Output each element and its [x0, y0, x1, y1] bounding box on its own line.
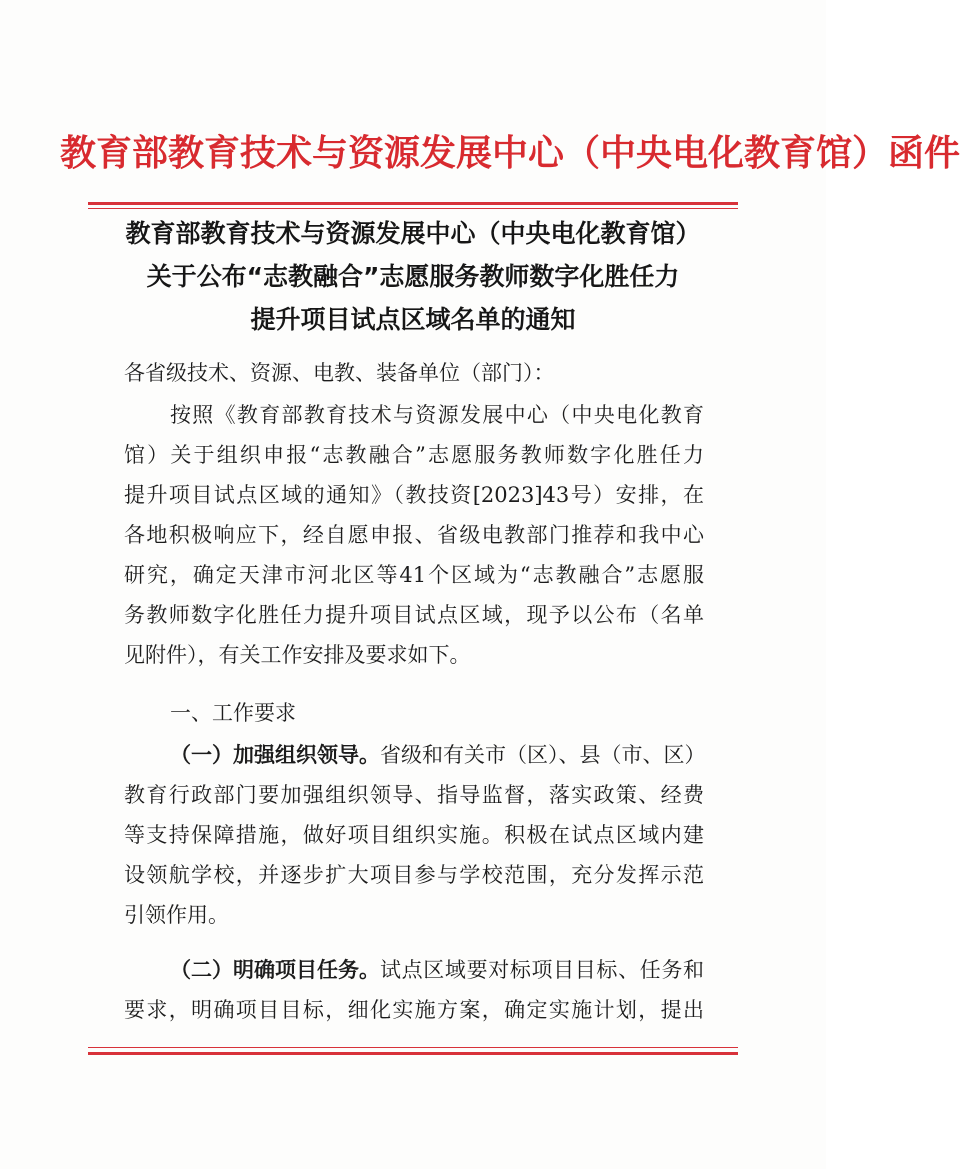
- paragraph-1-line-2: 馆）关于组织申报“志教融合”志愿服务教师数字化胜任力: [124, 443, 704, 467]
- paragraph-1-line-6: 务教师数字化胜任力提升项目试点区域，现予以公布（名单: [124, 603, 704, 627]
- document-title-line-3: 提升项目试点区域名单的通知: [250, 305, 576, 334]
- paragraph-1-line-4: 各地积极响应下，经自愿申报、省级电教部门推荐和我中心: [124, 523, 704, 547]
- item-2-lead: （二）明确项目任务。: [170, 958, 380, 982]
- footer-rule-thick: [88, 1052, 738, 1055]
- item-1-lead: （一）加强组织领导。: [170, 743, 380, 767]
- item-2-line-2: 要求，明确项目目标，细化实施方案，确定实施计划，提出: [124, 998, 704, 1022]
- document-title-line-2: 关于公布“志教融合”志愿服务教师数字化胜任力: [146, 262, 680, 291]
- paragraph-1-line-1: 按照《教育部教育技术与资源发展中心（中央电化教育: [170, 403, 704, 427]
- salutation: 各省级技术、资源、电教、装备单位（部门）：: [124, 361, 555, 385]
- item-1-line-4: 设领航学校，并逐步扩大项目参与学校范围，充分发挥示范: [124, 863, 704, 887]
- section-1-heading: 一、工作要求: [170, 701, 296, 725]
- footer-rule-thin: [88, 1047, 738, 1048]
- letterhead-title: 教育部教育技术与资源发展中心（中央电化教育馆）函件: [60, 132, 960, 174]
- item-1-line-5: 引领作用。: [124, 903, 229, 927]
- item-1-line-3: 等支持保障措施，做好项目组织实施。积极在试点区域内建: [124, 823, 704, 847]
- document-title-line-1: 教育部教育技术与资源发展中心（中央电化教育馆）: [125, 219, 701, 248]
- paragraph-1-line-3: 提升项目试点区域的通知》（教技资[2023]43号）安排，在: [124, 483, 704, 507]
- paragraph-1-line-5: 研究，确定天津市河北区等41个区域为“志教融合”志愿服: [124, 563, 704, 587]
- item-2-line-1: [170, 955, 704, 985]
- item-1-text-1: 省级和有关市（区）、县（市、区）: [380, 743, 706, 767]
- item-1-line-1: [170, 740, 704, 770]
- header-rule-thick: [88, 202, 738, 205]
- header-rule-thin: [88, 208, 738, 209]
- item-1-line-2: 教育行政部门要加强组织领导、指导监督，落实政策、经费: [124, 783, 704, 807]
- paragraph-1-line-7: 见附件），有关工作安排及要求如下。: [124, 643, 471, 667]
- item-2-text-1: 试点区域要对标项目目标、任务和: [380, 958, 704, 982]
